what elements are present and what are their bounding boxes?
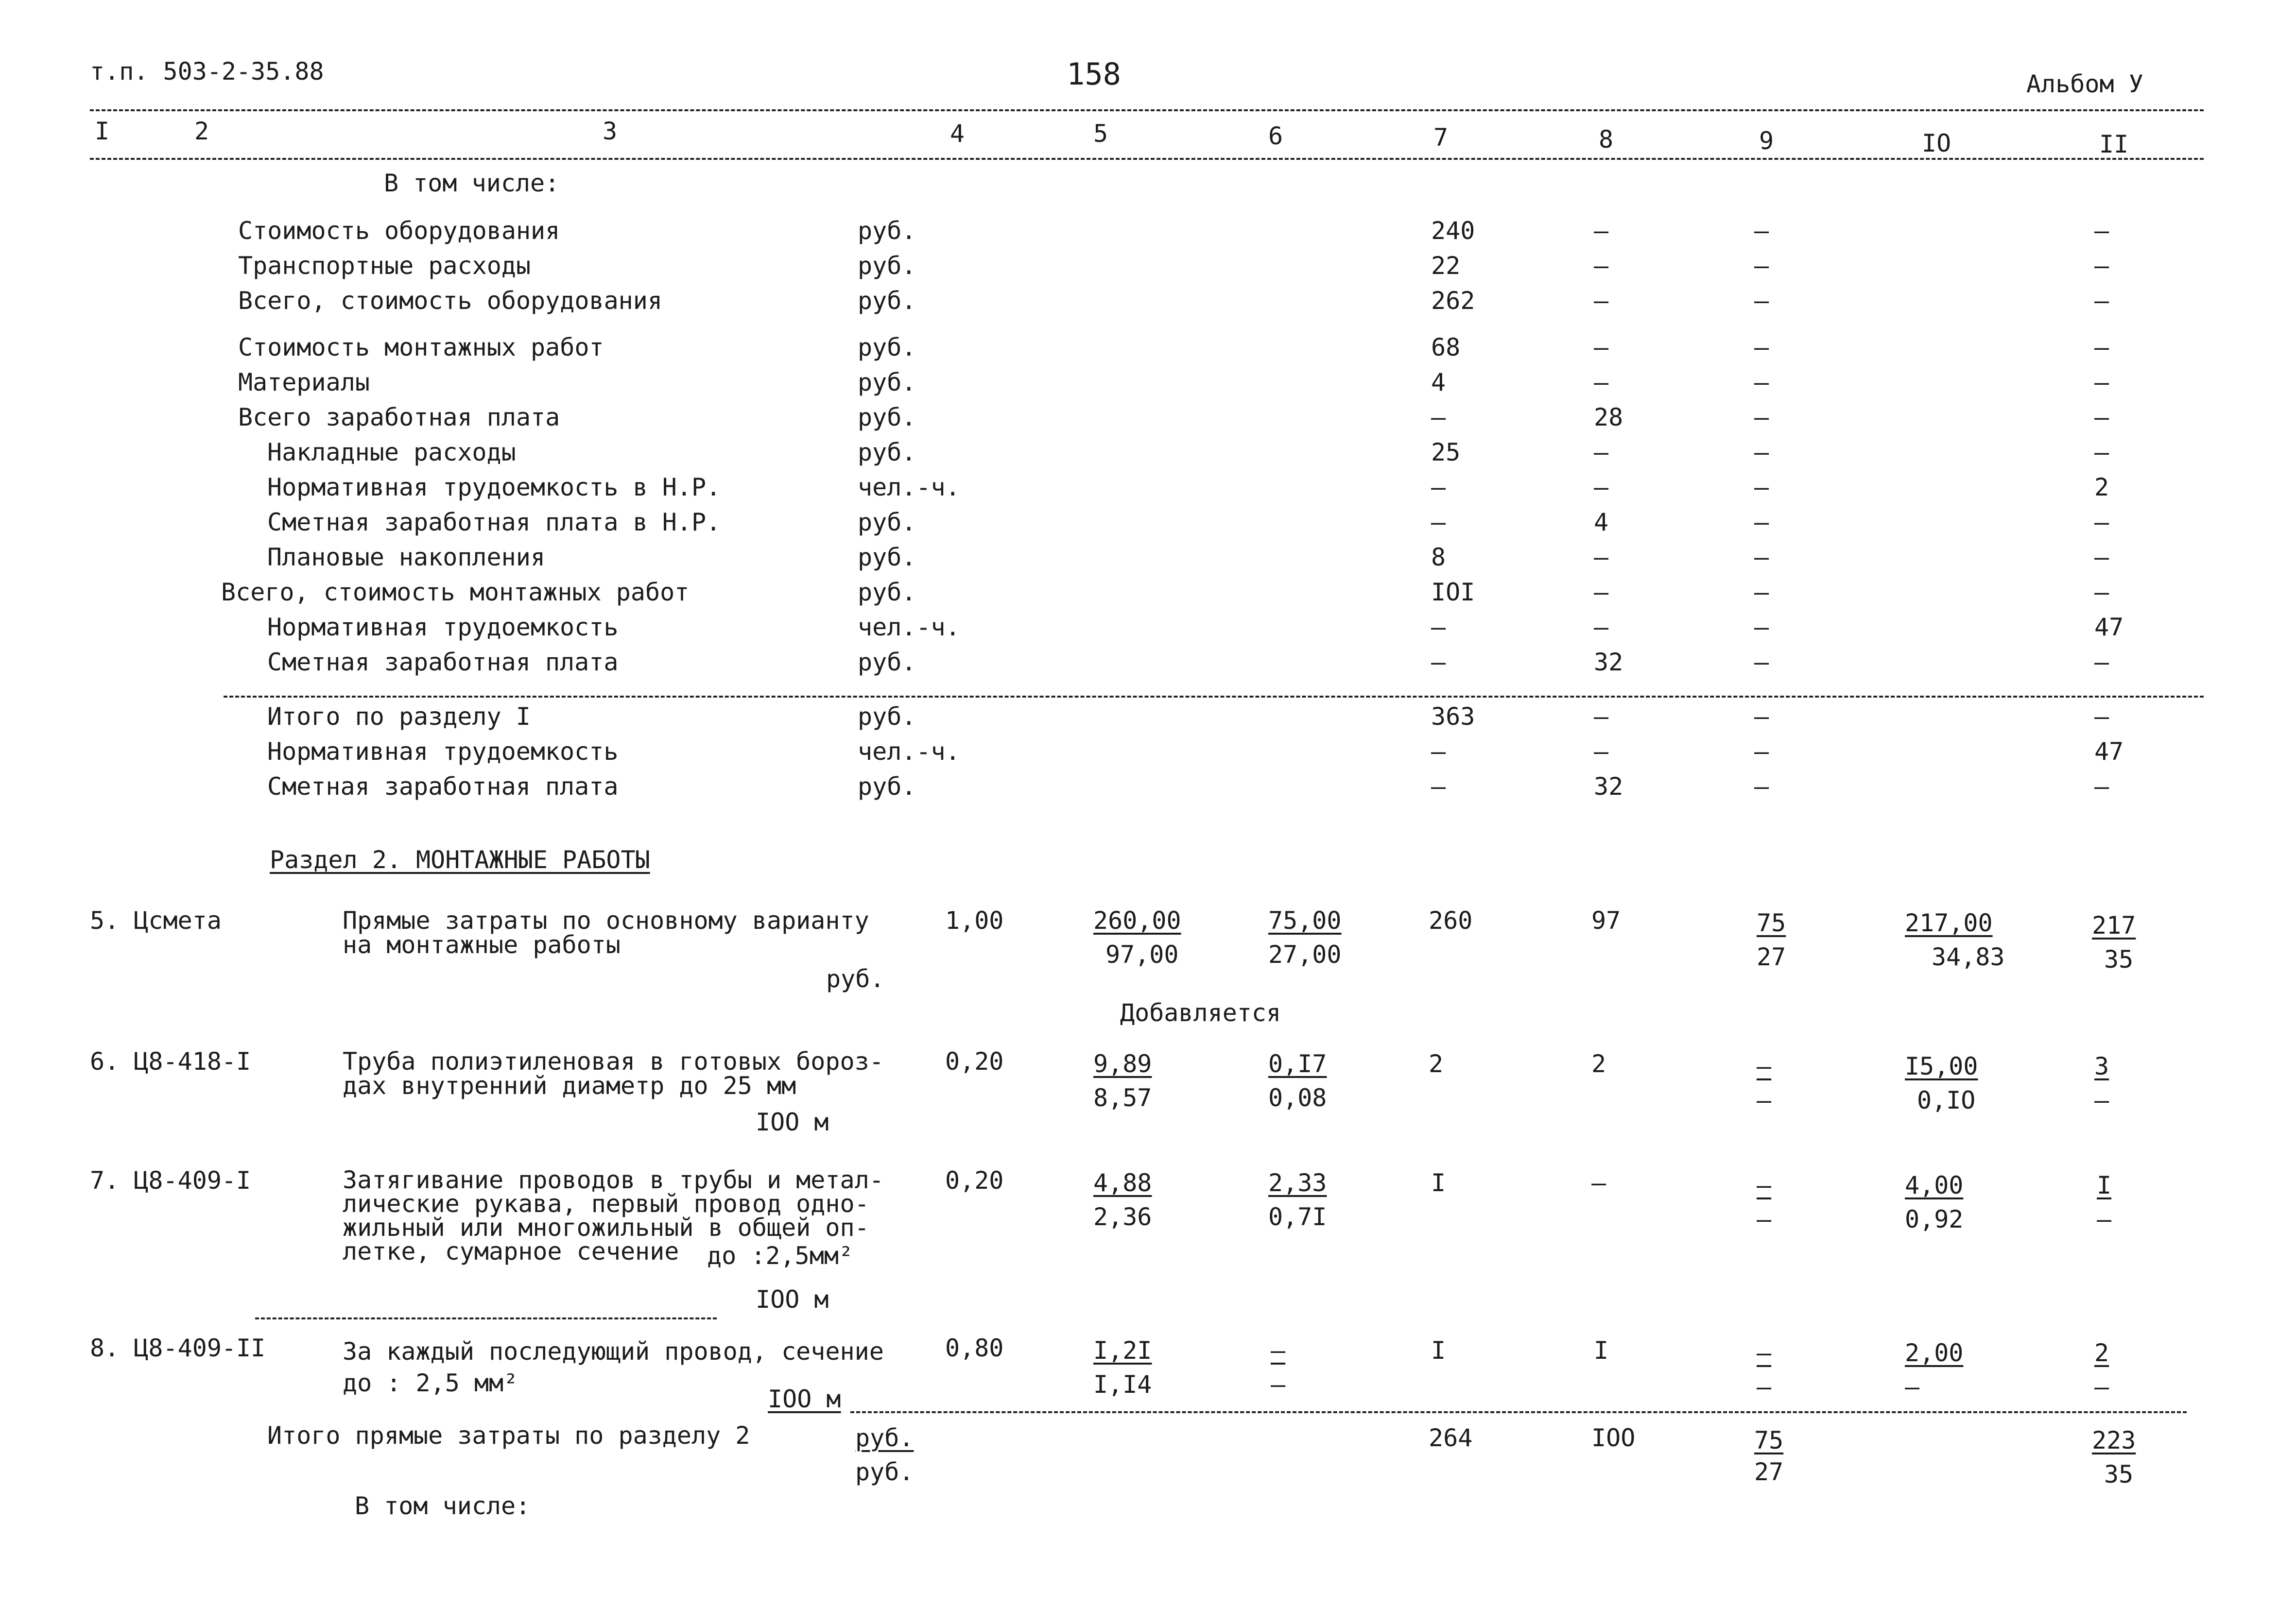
item-c9-top: – <box>1757 1171 1772 1199</box>
item-c6-bottom: 27,00 <box>1268 940 1342 969</box>
row-col11: – <box>2094 287 2109 315</box>
row-label: Транспортные расходы <box>238 252 531 280</box>
item-c10-bottom: 0,92 <box>1905 1205 1964 1233</box>
item-c6-bottom: 0,08 <box>1268 1084 1327 1112</box>
row-col9: – <box>1754 648 1769 676</box>
total-unit-bottom: руб. <box>855 1458 914 1486</box>
row-col9: – <box>1754 287 1769 315</box>
item-unit: руб. <box>826 965 885 993</box>
row-unit: чел.-ч. <box>858 473 960 501</box>
item-c5-bottom: 8,57 <box>1093 1084 1152 1112</box>
item-c6-top: 75,00 <box>1268 906 1342 935</box>
added-label: Добавляется <box>1120 999 1281 1027</box>
item-c7: 2 <box>1429 1050 1444 1078</box>
row-label: Нормативная трудоемкость <box>267 613 619 641</box>
row-label: Нормативная трудоемкость <box>267 737 619 766</box>
row-col7: – <box>1431 737 1446 766</box>
section2-separator <box>850 1411 2187 1413</box>
row-label: Сметная заработная плата <box>267 772 619 801</box>
row-unit: руб. <box>858 403 916 431</box>
row-label: Стоимость монтажных работ <box>238 333 604 361</box>
column-header: 2 <box>194 117 209 145</box>
row-col8: – <box>1594 368 1609 396</box>
row-col9: – <box>1754 252 1769 280</box>
row-col8: 32 <box>1594 772 1623 801</box>
row-col9: – <box>1754 543 1769 571</box>
row-col11: – <box>2094 543 2109 571</box>
item-c11-bottom: – <box>2094 1373 2109 1401</box>
item-c5-bottom: I,I4 <box>1093 1370 1152 1399</box>
header-rule-top <box>90 109 2204 111</box>
item-c6-top: 2,33 <box>1268 1169 1327 1197</box>
item-c6-bottom: 0,7I <box>1268 1203 1327 1231</box>
row-col11: – <box>2094 578 2109 606</box>
row-col7: 22 <box>1431 252 1461 280</box>
column-header: 3 <box>603 117 618 145</box>
item-c10-bottom: 34,83 <box>1932 943 2005 971</box>
row-label: Всего, стоимость монтажных работ <box>221 578 690 606</box>
item-c5-top: I,2I <box>1093 1336 1152 1365</box>
row-col8: – <box>1594 287 1609 315</box>
item-description: Затягивание проводов в трубы и метал- лические рукава, первый провод одно- жильный или многожильный в общей оп- летке, сумарное сечение <box>343 1166 884 1265</box>
item-number: 6. Ц8-418-I <box>90 1047 251 1076</box>
item-c5-bottom: 2,36 <box>1093 1203 1152 1231</box>
row-col9: – <box>1754 438 1769 466</box>
row-col8: – <box>1594 438 1609 466</box>
row-col9: – <box>1754 368 1769 396</box>
item-c11-top: 217 <box>2092 911 2136 940</box>
row-col8: – <box>1594 578 1609 606</box>
item-c11-top: I <box>2097 1171 2112 1199</box>
item-c6-top: – <box>1271 1336 1286 1365</box>
row-unit: чел.-ч. <box>858 737 960 766</box>
row-col7: – <box>1431 473 1446 501</box>
total-label: Итого прямые затраты по разделу 2 <box>267 1421 750 1450</box>
item-c10-top: 217,00 <box>1905 909 1993 937</box>
row-label: Плановые накопления <box>267 543 545 571</box>
row-col11: – <box>2094 508 2109 536</box>
row-col9: – <box>1754 772 1769 801</box>
row-col11: – <box>2094 252 2109 280</box>
item-c8: – <box>1591 1169 1606 1197</box>
row-unit: руб. <box>858 438 916 466</box>
item-c7: I <box>1431 1336 1446 1365</box>
total-c11-bottom: 35 <box>2104 1460 2134 1488</box>
row-col8: 4 <box>1594 508 1609 536</box>
row-col7: IOI <box>1431 578 1475 606</box>
item-quantity: 0,20 <box>945 1047 1004 1076</box>
item-unit: IOO м <box>756 1108 829 1136</box>
item-c9-bottom: 27 <box>1757 943 1786 971</box>
item-c9-bottom: – <box>1757 1205 1772 1233</box>
item7-separator <box>255 1317 717 1319</box>
item-c7: 260 <box>1429 906 1473 935</box>
item-description: Прямые затраты по основному варианту на монтажные работы <box>343 906 869 959</box>
column-header: I <box>95 117 110 145</box>
row-col9: – <box>1754 737 1769 766</box>
row-unit: руб. <box>858 648 916 676</box>
row-unit: руб. <box>858 702 916 731</box>
row-col8: – <box>1594 252 1609 280</box>
row-label: Стоимость оборудования <box>238 217 560 245</box>
row-col11: 2 <box>2094 473 2109 501</box>
row-col9: – <box>1754 333 1769 361</box>
item-c5-bottom: 97,00 <box>1105 940 1179 969</box>
item-number: 5. Цсмета <box>90 906 222 935</box>
row-col11: – <box>2094 648 2109 676</box>
total-c11-top: 223 <box>2092 1426 2136 1454</box>
item-quantity: 1,00 <box>945 906 1004 935</box>
row-col8: – <box>1594 702 1609 731</box>
row-col7: 25 <box>1431 438 1461 466</box>
row-col8: – <box>1594 333 1609 361</box>
item-c6-bottom: – <box>1271 1370 1286 1399</box>
row-col9: – <box>1754 473 1769 501</box>
item-c5-top: 9,89 <box>1093 1050 1152 1078</box>
item-c10-top: I5,00 <box>1905 1052 1978 1080</box>
row-unit: руб. <box>858 333 916 361</box>
header-rule-bottom <box>90 158 2204 160</box>
row-col11: – <box>2094 368 2109 396</box>
row-col7: 262 <box>1431 287 1475 315</box>
row-unit: руб. <box>858 543 916 571</box>
row-col8: – <box>1594 613 1609 641</box>
row-col7: – <box>1431 508 1446 536</box>
row-col7: – <box>1431 772 1446 801</box>
row-col9: – <box>1754 403 1769 431</box>
item-c9-top: 75 <box>1757 909 1786 937</box>
page-number: 158 <box>1067 56 1121 92</box>
row-label: Материалы <box>238 368 370 396</box>
item-c11-top: 3 <box>2094 1052 2109 1080</box>
row-col9: – <box>1754 613 1769 641</box>
item-c11-bottom: 35 <box>2104 945 2134 974</box>
item-c11-bottom: – <box>2097 1205 2112 1233</box>
item-description: За каждый последующий провод, сечение до : 2,5 мм² <box>343 1337 884 1397</box>
row-unit: руб. <box>858 252 916 280</box>
row-label: Сметная заработная плата <box>267 648 619 676</box>
row-label: Накладные расходы <box>267 438 516 466</box>
section2-title: Раздел 2. МОНТАЖНЫЕ РАБОТЫ <box>270 846 650 874</box>
in-total-label: В том числе: <box>384 169 560 197</box>
row-col7: 363 <box>1431 702 1475 731</box>
row-unit: руб. <box>858 217 916 245</box>
row-col8: – <box>1594 737 1609 766</box>
total-c8: IOO <box>1591 1424 1636 1452</box>
row-col9: – <box>1754 217 1769 245</box>
row-col7: 240 <box>1431 217 1475 245</box>
column-header: 4 <box>950 120 965 148</box>
row-col11: – <box>2094 333 2109 361</box>
item-quantity: 0,80 <box>945 1334 1004 1362</box>
column-header: 5 <box>1093 120 1108 148</box>
item-number: 8. Ц8-409-II <box>90 1334 266 1362</box>
row-col7: 4 <box>1431 368 1446 396</box>
section1-separator <box>224 696 2204 698</box>
row-label: Итого по разделу I <box>267 702 531 731</box>
item-quantity: 0,20 <box>945 1166 1004 1195</box>
row-col11: – <box>2094 217 2109 245</box>
row-unit: руб. <box>858 508 916 536</box>
row-col8: 32 <box>1594 648 1623 676</box>
item-c9-bottom: – <box>1757 1086 1772 1114</box>
item-c5-top: 4,88 <box>1093 1169 1152 1197</box>
item-c8: 97 <box>1591 906 1621 935</box>
item-c8: I <box>1594 1336 1609 1365</box>
in-total-label-2: В том числе: <box>355 1492 531 1520</box>
row-unit: руб. <box>858 287 916 315</box>
row-col11: – <box>2094 438 2109 466</box>
album-label: Альбом У <box>2026 70 2143 98</box>
row-label: Нормативная трудоемкость в Н.Р. <box>267 473 721 501</box>
item-c7: I <box>1431 1169 1446 1197</box>
column-header: IO <box>1922 129 1951 157</box>
total-c9-top: 75 <box>1754 1426 1784 1454</box>
item-c10-top: 2,00 <box>1905 1339 1964 1367</box>
total-unit-top: руб. <box>855 1424 914 1452</box>
row-unit: руб. <box>858 772 916 801</box>
item-unit: IOO м <box>768 1385 841 1413</box>
item-c9-top: – <box>1757 1339 1772 1367</box>
row-label: Всего заработная плата <box>238 403 560 431</box>
row-col11: 47 <box>2094 613 2124 641</box>
item-c11-bottom: – <box>2094 1086 2109 1114</box>
row-col7: – <box>1431 648 1446 676</box>
row-unit: чел.-ч. <box>858 613 960 641</box>
row-col8: – <box>1594 543 1609 571</box>
row-col7: – <box>1431 403 1446 431</box>
item-c9-top: – <box>1757 1052 1772 1080</box>
item-c5-top: 260,00 <box>1093 906 1181 935</box>
column-header: 7 <box>1433 123 1449 152</box>
item-c10-top: 4,00 <box>1905 1171 1964 1199</box>
item-c10-bottom: 0,IO <box>1917 1086 1976 1114</box>
row-col8: 28 <box>1594 403 1623 431</box>
row-col8: – <box>1594 473 1609 501</box>
item-c6-top: 0,I7 <box>1268 1050 1327 1078</box>
row-col11: 47 <box>2094 737 2124 766</box>
row-unit: руб. <box>858 578 916 606</box>
total-c9-bottom: 27 <box>1754 1458 1784 1486</box>
item-unit: IOO м <box>756 1285 829 1314</box>
column-header: II <box>2099 130 2129 158</box>
row-col11: – <box>2094 772 2109 801</box>
row-col9: – <box>1754 578 1769 606</box>
total-c7: 264 <box>1429 1424 1473 1452</box>
item-number: 7. Ц8-409-I <box>90 1166 251 1195</box>
row-unit: руб. <box>858 368 916 396</box>
item-c11-top: 2 <box>2094 1339 2109 1367</box>
row-label: Всего, стоимость оборудования <box>238 287 662 315</box>
item-c10-bottom: – <box>1905 1373 1920 1401</box>
row-col11: – <box>2094 702 2109 731</box>
column-header: 6 <box>1268 122 1283 150</box>
row-label: Сметная заработная плата в Н.Р. <box>267 508 721 536</box>
row-col11: – <box>2094 403 2109 431</box>
column-header: 9 <box>1759 127 1774 155</box>
row-col9: – <box>1754 508 1769 536</box>
item-description: Труба полиэтиленовая в готовых бороз- дах внутренний диаметр до 25 мм <box>343 1047 884 1100</box>
document-code: т.п. 503-2-35.88 <box>90 57 324 85</box>
row-col7: – <box>1431 613 1446 641</box>
row-col9: – <box>1754 702 1769 731</box>
row-col8: – <box>1594 217 1609 245</box>
row-col7: 68 <box>1431 333 1461 361</box>
row-col7: 8 <box>1431 543 1446 571</box>
item-c9-bottom: – <box>1757 1373 1772 1401</box>
column-header: 8 <box>1599 125 1614 154</box>
item-c8: 2 <box>1591 1050 1606 1078</box>
item-description-tail: до :2,5мм² <box>707 1242 854 1270</box>
